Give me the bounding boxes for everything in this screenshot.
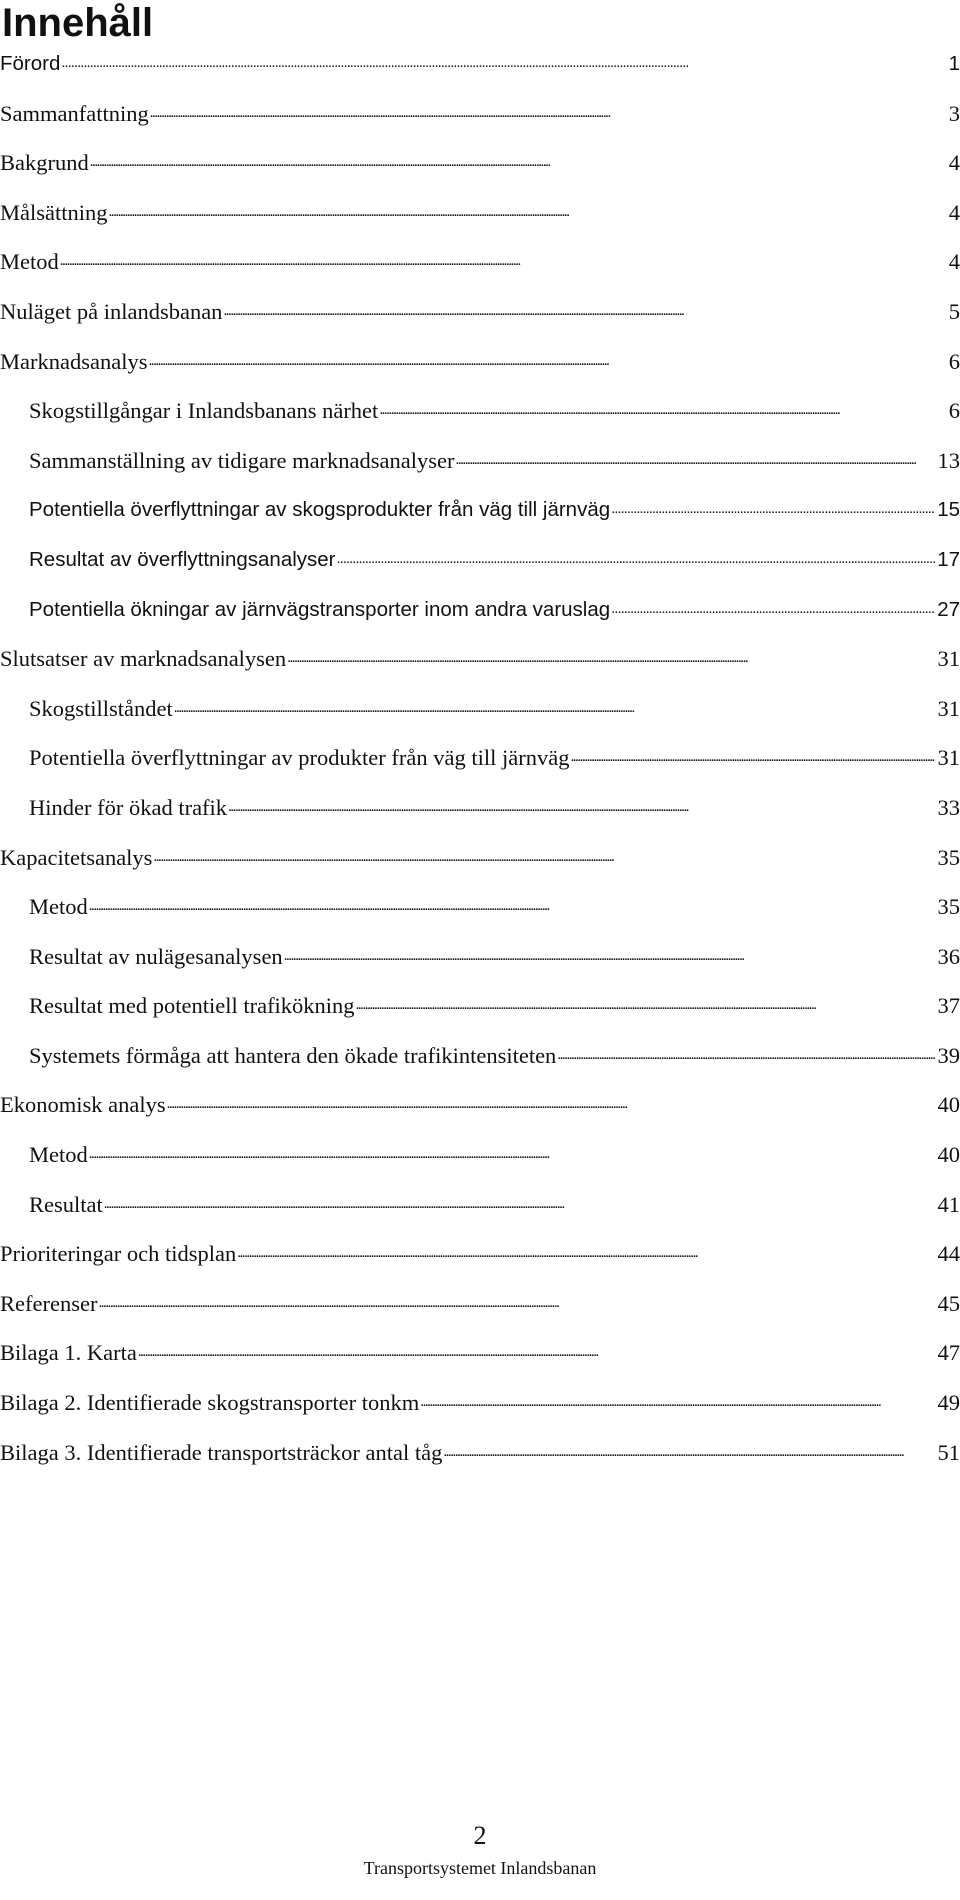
toc-entry-title: Marknadsanalys xyxy=(0,348,148,374)
toc-dot-leader xyxy=(237,1239,935,1262)
toc-entry[interactable] xyxy=(0,1036,960,1086)
toc-entry[interactable] xyxy=(0,639,960,689)
toc-title: Innehåll xyxy=(2,1,154,45)
toc-entry-title: Skogstillgångar i Inlandsbanans närhet xyxy=(29,398,379,424)
toc-list xyxy=(0,44,960,1482)
toc-entry-title: Potentiella ökningar av järnvägstransporter inom andra varuslag xyxy=(29,597,611,621)
toc-entry[interactable] xyxy=(0,1383,960,1433)
toc-entry-page-number: 4 xyxy=(948,150,960,176)
footer-page-number: 2 xyxy=(473,1821,487,1850)
toc-entry[interactable] xyxy=(0,1333,960,1383)
toc-entry[interactable] xyxy=(0,143,960,193)
toc-entry-page-number: 45 xyxy=(937,1290,960,1316)
toc-entry-title: Potentiella överflyttningar av produkter från väg till järnväg xyxy=(29,745,570,771)
toc-entry-title: Bilaga 3. Identifierade transportsträckor antal tåg xyxy=(0,1439,443,1465)
toc-dot-leader xyxy=(337,545,935,566)
toc-dot-leader xyxy=(223,296,935,319)
toc-dot-leader xyxy=(98,1288,935,1311)
toc-entry-title: Ekonomisk analys xyxy=(0,1092,166,1118)
toc-entry[interactable] xyxy=(0,887,960,937)
toc-entry-page-number: 33 xyxy=(937,794,960,820)
toc-dot-leader xyxy=(89,1140,935,1163)
toc-dot-leader xyxy=(167,1090,935,1113)
toc-entry-page-number: 6 xyxy=(948,348,960,374)
toc-entry-title: Metod xyxy=(29,894,88,920)
toc-entry-page-number: 36 xyxy=(937,943,960,969)
toc-entry-title: Resultat av nulägesanalysen xyxy=(29,943,283,969)
toc-entry-title: Skogstillståndet xyxy=(29,695,173,721)
toc-entry-page-number: 4 xyxy=(948,249,960,275)
toc-entry[interactable] xyxy=(0,788,960,838)
toc-entry-page-number: 31 xyxy=(937,695,960,721)
toc-entry[interactable] xyxy=(0,540,960,590)
toc-entry-title: Bilaga 1. Karta xyxy=(0,1340,137,1366)
toc-entry-page-number: 1 xyxy=(948,52,960,75)
toc-entry-title: Hinder för ökad trafik xyxy=(29,794,228,820)
toc-entry-page-number: 47 xyxy=(937,1340,960,1366)
toc-dot-leader xyxy=(90,148,935,171)
toc-entry-page-number: 49 xyxy=(937,1390,960,1416)
toc-entry-page-number: 41 xyxy=(937,1191,960,1217)
toc-entry-page-number: 15 xyxy=(937,498,960,522)
toc-entry[interactable] xyxy=(0,1085,960,1135)
toc-entry-page-number: 39 xyxy=(937,1042,960,1068)
toc-entry-page-number: 40 xyxy=(937,1092,960,1118)
toc-entry-title: Prioriteringar och tidsplan xyxy=(0,1241,237,1267)
toc-dot-leader xyxy=(287,644,935,667)
toc-entry[interactable] xyxy=(0,1234,960,1284)
toc-entry-title: Referenser xyxy=(0,1290,98,1316)
toc-entry-title: Sammanställning av tidigare marknadsanalyser xyxy=(29,447,455,473)
toc-entry[interactable] xyxy=(0,1433,960,1483)
toc-entry-title: Bakgrund xyxy=(0,150,89,176)
toc-entry[interactable] xyxy=(0,490,960,540)
toc-entry-page-number: 35 xyxy=(937,894,960,920)
toc-entry[interactable] xyxy=(0,342,960,392)
toc-dot-leader xyxy=(557,1040,935,1063)
toc-dot-leader xyxy=(104,1189,935,1212)
toc-dot-leader xyxy=(138,1338,935,1361)
toc-entry-title: Potentiella överflyttningar av skogsprodukter från väg till järnväg xyxy=(29,498,611,522)
toc-dot-leader xyxy=(611,595,935,616)
toc-entry-page-number: 40 xyxy=(937,1142,960,1168)
toc-entry-page-number: 27 xyxy=(937,597,960,621)
toc-entry[interactable] xyxy=(0,242,960,292)
toc-entry-page-number: 31 xyxy=(937,745,960,771)
toc-entry-title: Förord xyxy=(0,52,61,75)
toc-dot-leader xyxy=(456,445,935,468)
toc-dot-leader xyxy=(89,892,935,915)
toc-entry-title: Nuläget på inlandsbanan xyxy=(0,298,223,324)
toc-entry-title: Kapacitetsanalys xyxy=(0,844,153,870)
toc-entry[interactable] xyxy=(0,838,960,888)
toc-entry-page-number: 37 xyxy=(937,993,960,1019)
toc-entry[interactable] xyxy=(0,44,960,94)
footer-document-title: Transportsystemet Inlandsbanan xyxy=(363,1858,597,1878)
toc-entry[interactable] xyxy=(0,94,960,144)
toc-entry-page-number: 3 xyxy=(948,100,960,126)
toc-entry[interactable] xyxy=(0,590,960,640)
toc-entry-title: Resultat med potentiell trafikökning xyxy=(29,993,355,1019)
toc-entry-title: Resultat xyxy=(29,1191,103,1217)
toc-dot-leader xyxy=(284,941,935,964)
toc-entry[interactable] xyxy=(0,1185,960,1235)
toc-entry-title: Resultat av överflyttningsanalyser xyxy=(29,547,336,571)
toc-dot-leader xyxy=(379,396,935,419)
toc-dot-leader xyxy=(228,792,935,815)
toc-entry-page-number: 35 xyxy=(937,844,960,870)
toc-entry-title: Slutsatser av marknadsanalysen xyxy=(0,646,287,672)
toc-entry-page-number: 6 xyxy=(948,398,960,424)
toc-entry-page-number: 4 xyxy=(948,199,960,225)
toc-entry[interactable] xyxy=(0,1284,960,1334)
toc-entry[interactable] xyxy=(0,689,960,739)
toc-dot-leader xyxy=(174,693,935,716)
toc-entry[interactable] xyxy=(0,441,960,491)
toc-dot-leader xyxy=(356,991,935,1014)
toc-dot-leader xyxy=(61,50,935,71)
toc-entry[interactable] xyxy=(0,1135,960,1185)
toc-entry-title: Metod xyxy=(0,249,59,275)
toc-entry[interactable] xyxy=(0,986,960,1036)
toc-dot-leader xyxy=(150,98,935,121)
toc-entry-page-number: 44 xyxy=(937,1241,960,1267)
toc-entry-title: Systemets förmåga att hantera den ökade trafikintensiteten xyxy=(29,1042,557,1068)
toc-entry-title: Metod xyxy=(29,1142,88,1168)
toc-entry[interactable] xyxy=(0,937,960,987)
toc-entry-page-number: 5 xyxy=(948,298,960,324)
toc-dot-leader xyxy=(443,1437,935,1460)
toc-entry-page-number: 31 xyxy=(937,646,960,672)
toc-dot-leader xyxy=(570,743,935,766)
toc-entry-title: Bilaga 2. Identifierade skogstransporter tonkm xyxy=(0,1390,420,1416)
toc-entry-title: Sammanfattning xyxy=(0,100,149,126)
toc-entry-title: Målsättning xyxy=(0,199,108,225)
toc-dot-leader xyxy=(153,842,935,865)
toc-entry[interactable] xyxy=(0,738,960,788)
toc-dot-leader xyxy=(60,247,935,270)
toc-entry[interactable] xyxy=(0,292,960,342)
toc-dot-leader xyxy=(420,1388,935,1411)
toc-entry-page-number: 17 xyxy=(937,547,960,571)
toc-entry[interactable] xyxy=(0,391,960,441)
toc-dot-leader xyxy=(148,346,935,369)
toc-dot-leader xyxy=(109,197,936,220)
toc-entry-page-number: 51 xyxy=(937,1439,960,1465)
toc-dot-leader xyxy=(611,496,935,517)
toc-entry[interactable] xyxy=(0,193,960,243)
toc-entry-page-number: 13 xyxy=(937,447,960,473)
